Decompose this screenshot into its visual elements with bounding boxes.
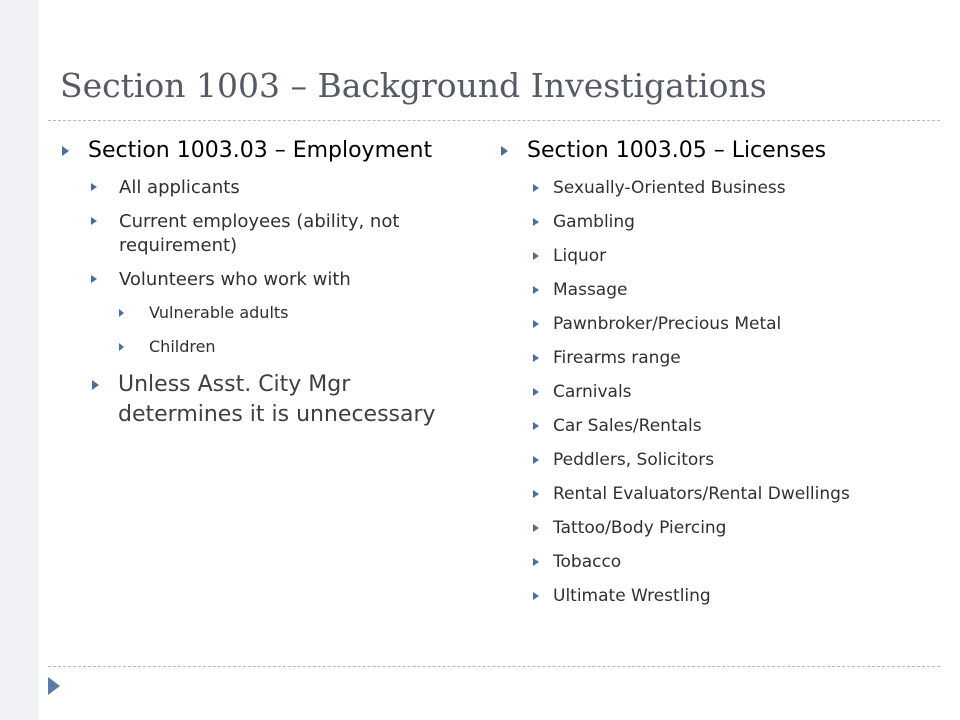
slide-title: Section 1003 – Background Investigations	[60, 66, 767, 105]
volunteer-group-item: Children	[119, 336, 438, 358]
license-item: Tobacco	[527, 550, 937, 574]
employment-item-text: Volunteers who work with	[119, 269, 351, 290]
employment-item: All applicants	[88, 176, 438, 200]
license-item: Massage	[527, 278, 937, 302]
licenses-heading	[497, 136, 937, 608]
license-item: Firearms range	[527, 346, 937, 370]
licenses-column	[497, 136, 937, 618]
license-item: Tattoo/Body Piercing	[527, 516, 937, 540]
employment-item-volunteers	[88, 268, 438, 358]
employment-list	[88, 176, 438, 430]
employment-item: Current employees (ability, not requirement)	[88, 210, 438, 258]
licenses-heading-text: Section 1003.05 – Licenses	[527, 138, 827, 163]
license-item: Gambling	[527, 210, 937, 234]
volunteer-group-list	[119, 302, 438, 358]
license-item: Liquor	[527, 244, 937, 268]
slide-side-bar	[0, 0, 38, 720]
license-item: Carnivals	[527, 380, 937, 404]
employment-heading	[58, 136, 438, 430]
employment-column	[58, 136, 438, 445]
footer-divider	[48, 666, 940, 667]
employment-heading-text: Section 1003.03 – Employment	[88, 138, 433, 163]
employment-exception: Unless Asst. City Mgr determines it is unnecessary	[88, 370, 438, 430]
license-item: Pawnbroker/Precious Metal	[527, 312, 937, 336]
licenses-list	[527, 176, 937, 608]
title-divider	[48, 120, 940, 121]
license-item: Peddlers, Solicitors	[527, 448, 937, 472]
license-item: Sexually-Oriented Business	[527, 176, 937, 200]
license-item: Car Sales/Rentals	[527, 414, 937, 438]
volunteer-group-item: Vulnerable adults	[119, 302, 438, 324]
license-item: Ultimate Wrestling	[527, 584, 937, 608]
triangle-arrow-icon	[48, 677, 60, 695]
license-item: Rental Evaluators/Rental Dwellings	[527, 482, 937, 506]
